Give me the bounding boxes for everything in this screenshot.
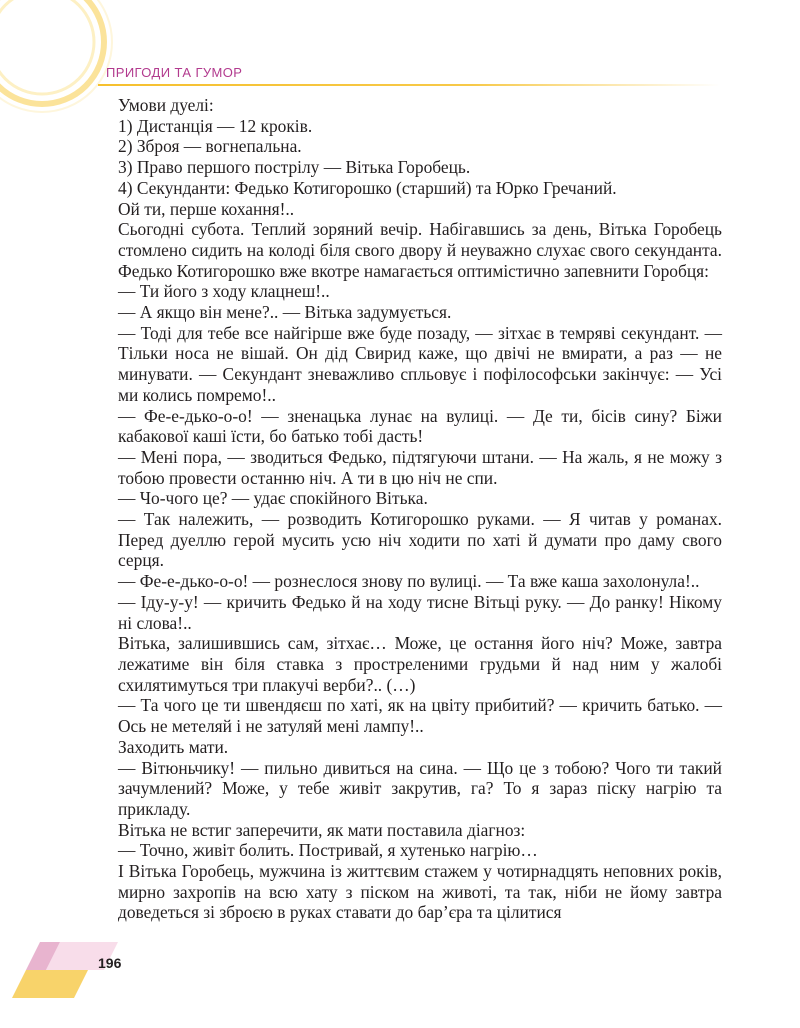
paragraph: — Так належить, — розводить Котигорошко руками. — Я читав у романах. Перед дуеллю герой мусить усю ніч ходити по хаті й думати про даму свого серця.: [118, 509, 722, 571]
paragraph: — Мені пора, — зводиться Федько, підтягуючи штани. — На жаль, я не можу з тобою провести останню ніч. А ти в цю ніч не спи.: [118, 446, 722, 488]
page-number: 196: [98, 955, 122, 971]
duel-condition: 1) Дистанція — 12 кроків.: [118, 115, 313, 136]
paragraph: — Чо-чого це? — удає спокійного Вітька.: [118, 488, 428, 509]
duel-conditions-heading: Умови дуелі:: [118, 95, 214, 115]
story-text: [118, 95, 722, 923]
header-rule: [98, 84, 720, 86]
section-title: ПРИГОДИ ТА ГУМОР: [106, 65, 243, 80]
paragraph: — Фе-е-дько-о-о! — рознеслося знову по вулиці. — Та вже каша захолонула!..: [118, 571, 700, 592]
paragraph: — Вітюньчику! — пильно дивиться на сина. — Що це з тобою? Чого ти такий зачумлений? Може, у тебе живіт закрутив, га? То я зараз піску нагрію та прикладу.: [118, 757, 722, 819]
paragraph: Заходить мати.: [118, 736, 229, 757]
paragraph: Ой ти, перше кохання!..: [118, 198, 295, 219]
paragraph: — Ти його з ходу клацнеш!..: [118, 281, 330, 302]
duel-condition: 4) Секунданти: Федько Котигорошко (старший) та Юрко Гречаний.: [118, 177, 617, 198]
duel-condition: 3) Право першого пострілу — Вітька Горобець.: [118, 157, 471, 178]
paragraph: Вітька не встиг заперечити, як мати поставила діагноз:: [118, 819, 526, 840]
paragraph: — Іду-у-у! — кричить Федько й на ходу тисне Вітьці руку. — До ранку! Нікому ні слова!..: [118, 591, 722, 633]
paragraph: І Вітька Горобець, мужчина із життєвим стажем у чотирнадцять неповних років, мирно захропів на всю хату з піском на животі, та так, ніби не йому завтра доведеться зі зброєю в руках ставати до бар’єра та цілитися: [118, 861, 722, 923]
paragraph: — А якщо він мене?.. — Вітька задумується.: [118, 302, 452, 323]
paragraph: — Фе-е-дько-о-о! — зненацька лунає на вулиці. — Де ти, бісів сину? Біжи кабакової каші їсти, бо батько тобі дасть!: [118, 405, 722, 447]
paragraph: — Та чого це ти швендяєш по хаті, як на цвіту прибитий? — кричить батько. — Ось не метеляй і не затуляй мені лампу!..: [118, 695, 722, 737]
duel-condition: 2) Зброя — вогнепальна.: [118, 136, 302, 157]
paragraph: Вітька, залишившись сам, зітхає… Може, це остання його ніч? Може, завтра лежатиме він біля ставка з простреленими грудьми й над ним у жалобі схилятимуться три плакучі верби?.. (…): [118, 633, 722, 695]
paragraph: Сьогодні субота. Теплий зоряний вечір. Набігавшись за день, Вітька Горобець стомлено сидить на колоді біля свого двору й неуважно слухає свого секунданта. Федько Котигорошко вже вкотре намагається оптимістично запевнити Горобця:: [118, 219, 722, 281]
paragraph: — Точно, живіт болить. Постривай, я хутенько нагрію…: [118, 840, 538, 861]
paragraph: — Тоді для тебе все найгірше вже буде позаду, — зітхає в темряві секундант. — Тільки носа не вішай. Он дід Свирид каже, що двічі не вмирати, а раз — не минувати. — Секундант зневажливо спльовує і пофілософськи закінчує: — Усі ми колись помремо!..: [118, 322, 722, 405]
